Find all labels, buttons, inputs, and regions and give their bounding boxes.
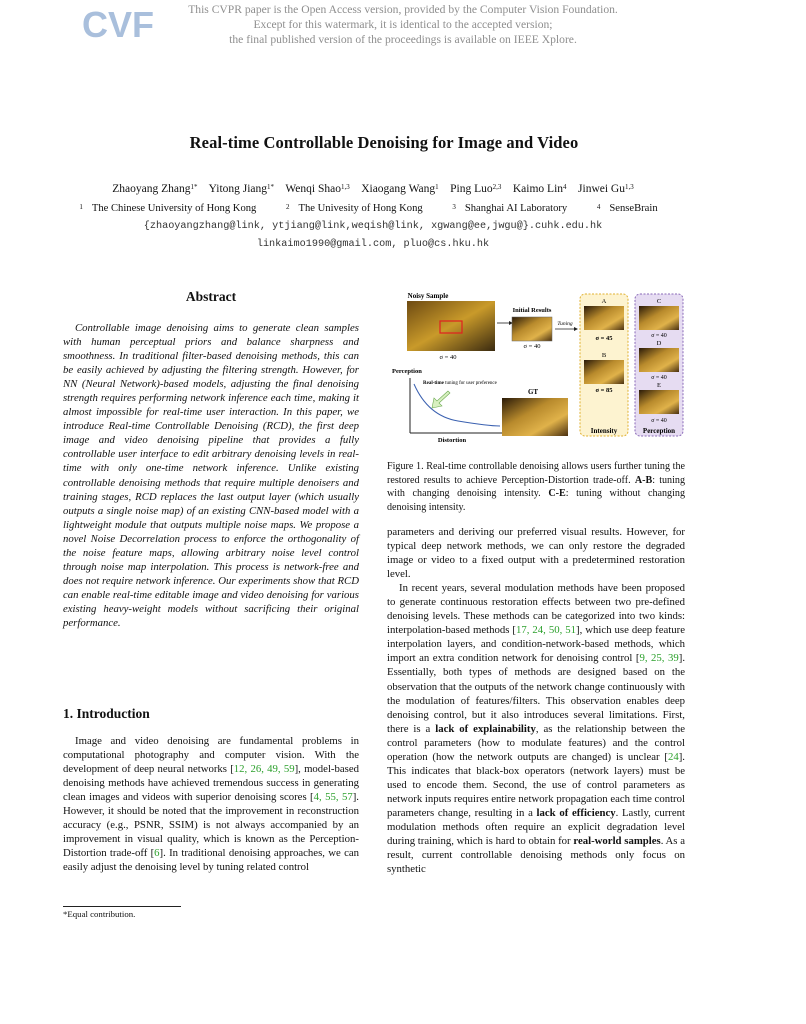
result-b-image: [584, 360, 624, 384]
affiliation: $^4$ SenseBrain: [596, 203, 658, 214]
citation-link[interactable]: 12, 26, 49, 59: [233, 763, 295, 776]
label-a: A: [601, 298, 607, 305]
author: Yitong Jiang$^{1*}$: [208, 183, 275, 195]
axis-distortion: Distortion: [437, 437, 467, 444]
watermark-line-3: the final published version of the proceedings is available on IEEE Xplore.: [229, 33, 577, 46]
sigma-initial: σ = 40: [523, 343, 541, 350]
affiliation: $^2$ The Univesity of Hong Kong: [286, 203, 423, 214]
abstract-paragraph: Controllable image denoising aims to generate clean samples with human perceptual priors and balance sharpness and smoothness. In traditional filter-based denoising methods, this can be easily achieved by adjusting the filtering strength. However, for NN (Neural Network)-based models, adjusting the final denoising strength requires performing network inference each time, making it almost impossible for real-time user interaction. In this paper, we introduce Real-time Controllable Denoising (RCD), the first deep image and video denoising pipeline that provides a fully controllable user interface to edit arbitrary denoising levels in real-time with only one-time network inference. Unlike existing controllable denoising methods that require multiple denoisers and training stages, RCD replaces the last output layer (which usually outputs a single noise map) of an existing CNN-based model with a lightweight module that outputs multiple noise maps. We propose a novel Noise Decorrelation process to enforce the orthogonality of the noise feature maps, allowing arbitrary noise level control through noise map interpolation. This process is network-free and does not require network inference. Our experiments show that RCD can enable real-time editable image and video denoising for various existing heavy-weight models without sacrificing their original performance.: [63, 322, 359, 629]
caption-text: Figure 1. Real-time controllable denoising allows users further tuning the restored results to achieve Perception-Distortion trade-off. A-B: tuning with changing denoising intensity. C-E: tuning without changing denoising intensity.: [387, 461, 685, 513]
figure-caption: [387, 460, 685, 514]
intro-paragraph: Image and video denoising are fundamental problems in computational photography and computer vision. With the development of deep neural networks [12, 26, 49, 59], model-based denoising methods have achieved tremendous success in generating clean images and videos with superior denoising scores [4, 55, 57]. However, it should be noted that the improvement in reconstruction accuracy (e.g., PSNR, SSIM) is not always accompanied by an improvement in visual quality, which is known as the Perception-Distortion trade-off [6]. In traditional denoising approaches, we can easily adjust the denoising level by tuning related control: [63, 735, 359, 874]
citation-link[interactable]: 4, 55, 57: [313, 791, 353, 804]
email-line-1: {zhaoyangzhang@link, ytjiang@link,weqish@link, xgwang@ee,jwgu@}.cuhk.edu.hk: [143, 221, 603, 232]
axis-perception: Perception: [392, 368, 422, 375]
sigma-a: σ = 45: [595, 335, 613, 342]
label-noisy-sample: Noisy Sample: [407, 292, 449, 300]
result-a-image: [584, 306, 624, 330]
author: Kaimo Lin$^4$: [512, 183, 567, 195]
label-b: B: [601, 352, 607, 359]
affiliation: $^1$ The Chinese University of Hong Kong: [79, 203, 257, 214]
citation-link[interactable]: 17, 24, 50, 51: [515, 624, 577, 637]
author: Xiaogang Wang$^1$: [361, 183, 439, 195]
figure-1: [388, 288, 686, 444]
citation-link[interactable]: 24: [667, 750, 679, 763]
intro-left-text: [63, 734, 359, 874]
label-tuning: Tuning: [557, 321, 573, 327]
sigma-c: σ = 40: [651, 333, 667, 339]
affiliation: $^3$ Shanghai AI Laboratory: [452, 203, 568, 214]
abstract-text: [63, 321, 359, 630]
noisy-sample-image: [407, 301, 495, 351]
affiliation-list: [0, 203, 746, 214]
cvf-logo-text: CVF: [82, 4, 154, 45]
intro-right-text: [387, 525, 685, 876]
abstract-heading: Abstract: [185, 289, 237, 304]
sigma-e: σ = 40: [651, 418, 667, 424]
email-line-2: linkaimo1990@gmail.com, pluo@cs.hku.hk: [256, 239, 490, 250]
intro-heading: 1. Introduction: [63, 706, 150, 721]
sigma-b: σ = 85: [595, 387, 613, 394]
citation-link[interactable]: 6: [154, 847, 160, 860]
result-e-image: [639, 390, 679, 414]
label-initial-results: Initial Results: [512, 307, 552, 314]
label-gt: GT: [527, 388, 539, 396]
author: Zhaoyang Zhang$^{1*}$: [112, 183, 198, 195]
label-c: C: [656, 298, 662, 305]
label-perception-panel: Perception: [642, 427, 676, 435]
author: Ping Luo$^{2,3}$: [450, 183, 502, 195]
watermark-line-1: This CVPR paper is the Open Access version, provided by the Computer Vision Foundation.: [188, 3, 618, 16]
initial-result-image: [512, 317, 552, 341]
watermark-line-2: Except for this watermark, it is identical to the accepted version;: [253, 18, 553, 31]
intro-paragraph: In recent years, several modulation methods have been proposed to generate continuous restoration effects between two pre-defined denoising levels. These methods can be categorized into two kinds: interpolation-based methods [17, 24, 50, 51], which use deep feature interpolation layers, and condition-network-based methods, which import an extra condition network for denoising control [9, 25, 39]. Essentially, both types of methods are designed based on the observation that the outputs of the network change continuously with the modulation of features/filters. This observation enables deep denoising control, but it also introduces several limitations. First, there is a lack of explainability, as the relationship between the control parameters (how to modulate features) and the control operation (how the network outputs are changed) is unclear [24]. This indicates that black-box operators (network layers) must be used to encode them. Second, the use of control parameters as network inputs requires entire network propagation each time control parameters change, resulting in a lack of efficiency. Lastly, current modulation methods often require an explicit degradation level during training, which is hard to obtain for real-world samples. As a result, current controllable denoising methods only focus on synthetic: [387, 582, 686, 876]
label-e: E: [657, 382, 661, 389]
footnote-rule: [63, 906, 181, 907]
author: Wenqi Shao$^{1,3}$: [285, 183, 350, 195]
gt-image: [502, 398, 568, 436]
footnote: *Equal contribution.: [63, 909, 136, 919]
paper-title: Real-time Controllable Denoising for Image and Video: [189, 133, 579, 152]
cvf-logo: [82, 4, 154, 45]
label-d: D: [656, 340, 662, 347]
author: Jinwei Gu$^{1,3}$: [578, 183, 634, 195]
sigma-noisy: σ = 40: [439, 354, 457, 361]
author-list: [0, 183, 746, 195]
green-arrow: [432, 391, 450, 408]
sigma-d: σ = 40: [651, 375, 667, 381]
intro-paragraph: parameters and deriving our preferred visual results. However, for typical deep network methods, we can only restore the degraded image or video to a fixed output with a predetermined restoration level.: [387, 526, 685, 581]
realtime-note: Real-time tuning for user preference: [423, 381, 497, 386]
pd-curve: [414, 384, 500, 426]
result-c-image: [639, 306, 679, 330]
result-d-image: [639, 348, 679, 372]
label-intensity: Intensity: [590, 427, 618, 435]
citation-link[interactable]: 9, 25, 39: [639, 652, 679, 665]
